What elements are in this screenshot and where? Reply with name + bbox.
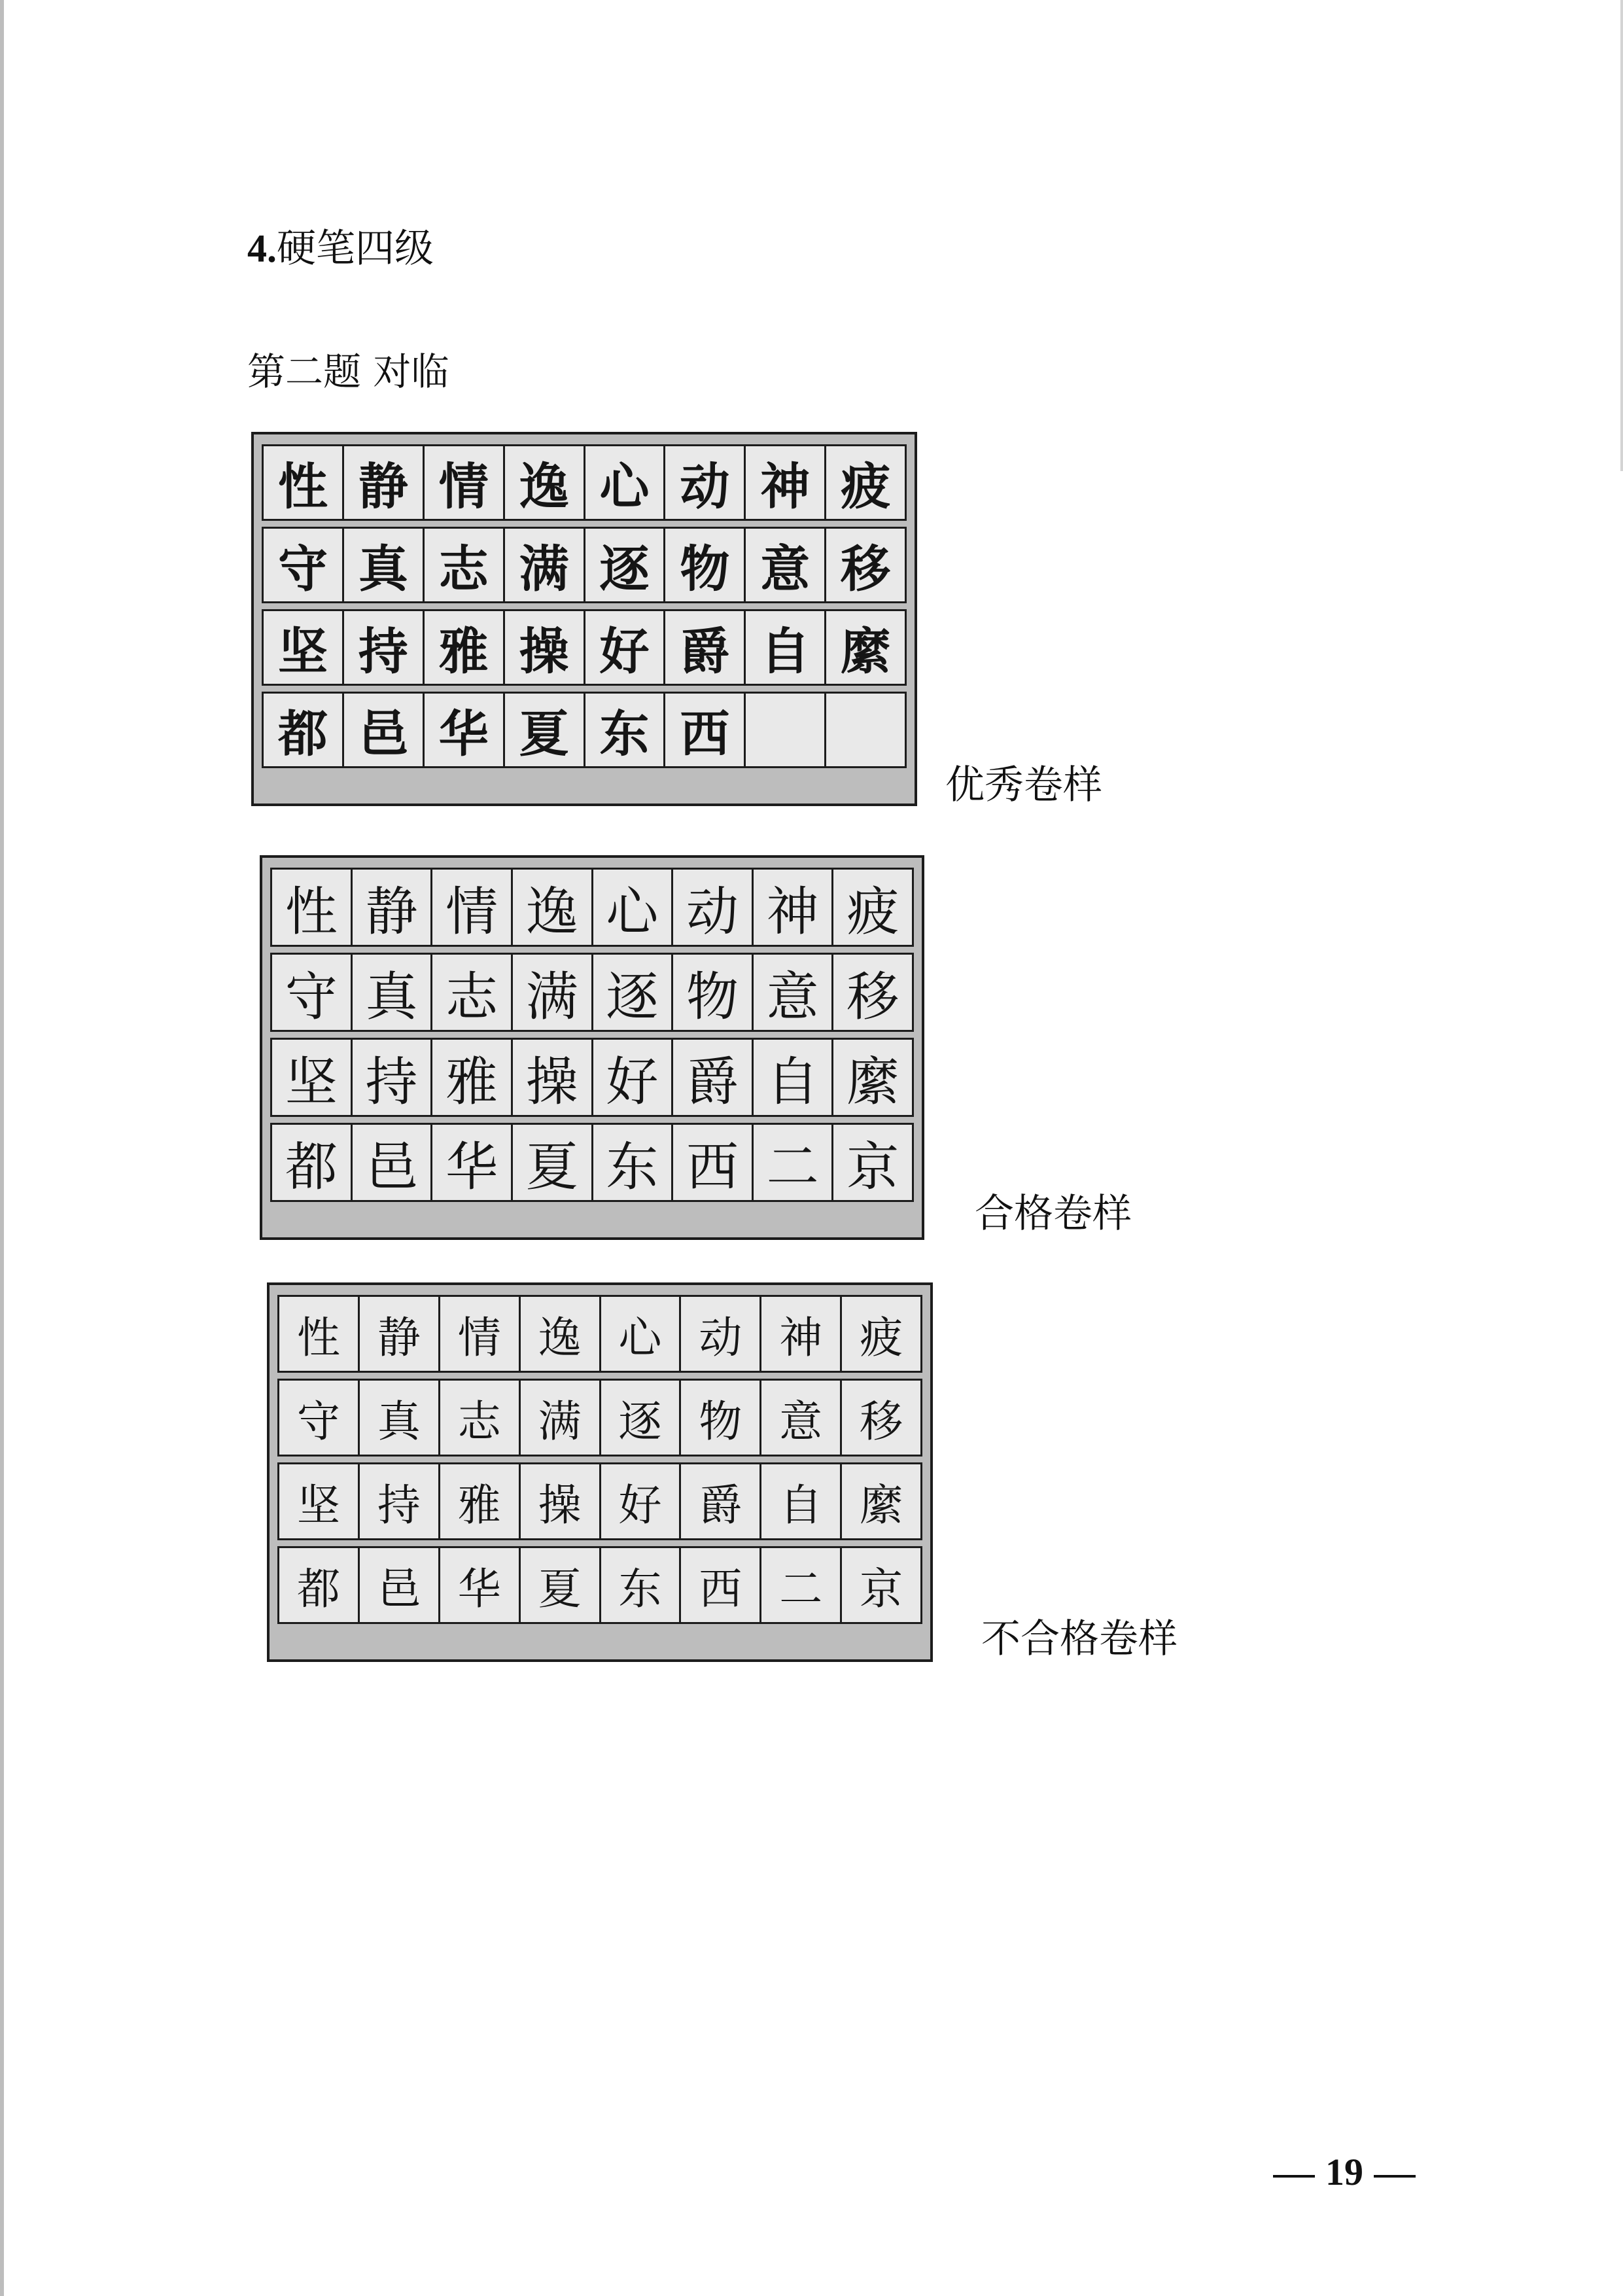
grid-cell: 夏 — [513, 1125, 593, 1200]
grid-cell: 神 — [746, 446, 826, 519]
grid-cell: 疲 — [860, 1313, 903, 1363]
grid-cell: 逐 — [601, 1381, 682, 1455]
grid-cell: 操 — [505, 611, 585, 684]
grid-cell: 雅 — [432, 1040, 513, 1115]
grid-cell: 满 — [505, 529, 585, 601]
grid-cell: 持 — [344, 611, 425, 684]
grid-cell: 神 — [754, 870, 834, 945]
grid-cell: 静 — [360, 1297, 440, 1371]
grid-cell: 邑 — [344, 694, 425, 766]
grid-cell: 静 — [353, 870, 433, 945]
grid-cell: 意 — [754, 955, 834, 1030]
grid-cell: 守 — [264, 529, 344, 601]
section-title: 硬笔四级 — [277, 226, 434, 272]
grid-cell: 动 — [681, 1297, 761, 1371]
grid-cell: 心 — [601, 1297, 682, 1371]
grid-cell: 满 — [521, 1381, 601, 1455]
page-number-dash-right — [1374, 2175, 1416, 2178]
grid-cell: 逐 — [585, 529, 666, 601]
grid-cell: 縻 — [846, 1051, 899, 1112]
grid-cell: 二 — [754, 1125, 834, 1200]
grid-cell: 逸 — [513, 870, 593, 945]
grid-cell: 疲 — [841, 457, 891, 516]
grid-cell: 爵 — [681, 1464, 761, 1538]
grid-cell: 情 — [425, 446, 505, 519]
grid-cell — [826, 694, 905, 766]
grid-cell: 守 — [272, 955, 353, 1030]
grid-cell: 自 — [754, 1040, 834, 1115]
grid-cell: 西 — [673, 1125, 754, 1200]
fail-sample-grid — [267, 1282, 933, 1662]
grid-cell: 逐 — [593, 955, 674, 1030]
grid-row — [277, 1462, 922, 1540]
grid-cell: 动 — [673, 870, 754, 945]
grid-row — [262, 527, 907, 603]
grid-row — [277, 1295, 922, 1373]
grid-cell: 西 — [665, 694, 746, 766]
grid-cell: 縻 — [860, 1480, 903, 1530]
page-number-dash-left — [1273, 2175, 1315, 2178]
grid-cell: 满 — [513, 955, 593, 1030]
grid-cell: 縻 — [841, 622, 891, 680]
page-number — [1263, 2146, 1426, 2199]
grid-cell — [746, 694, 826, 766]
grid-row — [270, 953, 914, 1032]
page-number-value: 19 — [1325, 2151, 1363, 2193]
grid-cell: 都 — [264, 694, 344, 766]
grid-cell: 静 — [344, 446, 425, 519]
grid-cell: 华 — [432, 1125, 513, 1200]
grid-cell: 意 — [746, 529, 826, 601]
grid-cell: 二 — [761, 1548, 842, 1622]
excellent-sample-label: 优秀卷样 — [945, 762, 1102, 808]
grid-cell: 性 — [264, 446, 344, 519]
grid-cell: 好 — [585, 611, 666, 684]
grid-cell: 自 — [761, 1464, 842, 1538]
grid-row — [262, 692, 907, 768]
grid-row — [270, 1123, 914, 1202]
grid-cell: 持 — [360, 1464, 440, 1538]
scan-edge-left — [0, 0, 4, 2296]
grid-cell: 心 — [593, 870, 674, 945]
grid-cell: 神 — [761, 1297, 842, 1371]
grid-row — [270, 1038, 914, 1117]
section-heading — [247, 222, 434, 275]
grid-cell: 物 — [665, 529, 746, 601]
grid-cell: 好 — [601, 1464, 682, 1538]
pass-sample-label: 合格卷样 — [975, 1191, 1132, 1237]
section-number: 4. — [247, 227, 277, 270]
grid-cell: 情 — [432, 870, 513, 945]
grid-cell: 移 — [860, 1396, 903, 1447]
grid-cell: 动 — [665, 446, 746, 519]
grid-cell: 西 — [681, 1548, 761, 1622]
grid-cell: 雅 — [440, 1464, 521, 1538]
grid-cell: 真 — [344, 529, 425, 601]
grid-cell: 物 — [673, 955, 754, 1030]
grid-cell: 意 — [761, 1381, 842, 1455]
grid-row — [277, 1546, 922, 1624]
grid-cell: 性 — [279, 1297, 360, 1371]
grid-cell: 东 — [593, 1125, 674, 1200]
grid-cell: 爵 — [665, 611, 746, 684]
grid-cell: 夏 — [505, 694, 585, 766]
grid-cell: 移 — [846, 966, 899, 1027]
grid-row — [262, 444, 907, 521]
grid-cell: 东 — [585, 694, 666, 766]
grid-cell: 京 — [860, 1564, 903, 1614]
grid-cell: 京 — [846, 1137, 899, 1197]
grid-row — [270, 868, 914, 947]
grid-cell: 都 — [279, 1548, 360, 1622]
grid-cell: 心 — [585, 446, 666, 519]
question-title: 第二题 对临 — [247, 349, 449, 394]
grid-cell: 守 — [279, 1381, 360, 1455]
excellent-sample-grid — [251, 432, 917, 806]
grid-cell: 邑 — [360, 1548, 440, 1622]
grid-cell: 华 — [440, 1548, 521, 1622]
grid-cell: 东 — [601, 1548, 682, 1622]
pass-sample-grid — [260, 855, 924, 1240]
grid-cell: 华 — [425, 694, 505, 766]
scan-edge-right — [1620, 0, 1623, 471]
grid-cell: 情 — [440, 1297, 521, 1371]
grid-cell: 志 — [432, 955, 513, 1030]
grid-cell: 志 — [440, 1381, 521, 1455]
grid-cell: 夏 — [521, 1548, 601, 1622]
grid-cell: 操 — [521, 1464, 601, 1538]
grid-cell: 移 — [841, 540, 891, 598]
grid-cell: 真 — [353, 955, 433, 1030]
grid-cell: 都 — [272, 1125, 353, 1200]
grid-cell: 持 — [353, 1040, 433, 1115]
grid-cell: 真 — [360, 1381, 440, 1455]
grid-cell: 逸 — [505, 446, 585, 519]
grid-cell: 雅 — [425, 611, 505, 684]
grid-row — [277, 1379, 922, 1457]
grid-cell: 自 — [746, 611, 826, 684]
grid-cell: 爵 — [673, 1040, 754, 1115]
grid-cell: 疲 — [846, 881, 899, 942]
grid-cell: 操 — [513, 1040, 593, 1115]
grid-cell: 好 — [593, 1040, 674, 1115]
grid-cell: 性 — [272, 870, 353, 945]
grid-cell: 逸 — [521, 1297, 601, 1371]
grid-row — [262, 609, 907, 686]
grid-cell: 物 — [681, 1381, 761, 1455]
grid-cell: 坚 — [279, 1464, 360, 1538]
grid-cell: 邑 — [353, 1125, 433, 1200]
grid-cell: 坚 — [264, 611, 344, 684]
grid-cell: 坚 — [272, 1040, 353, 1115]
grid-cell: 志 — [425, 529, 505, 601]
fail-sample-label: 不合格卷样 — [981, 1616, 1178, 1662]
